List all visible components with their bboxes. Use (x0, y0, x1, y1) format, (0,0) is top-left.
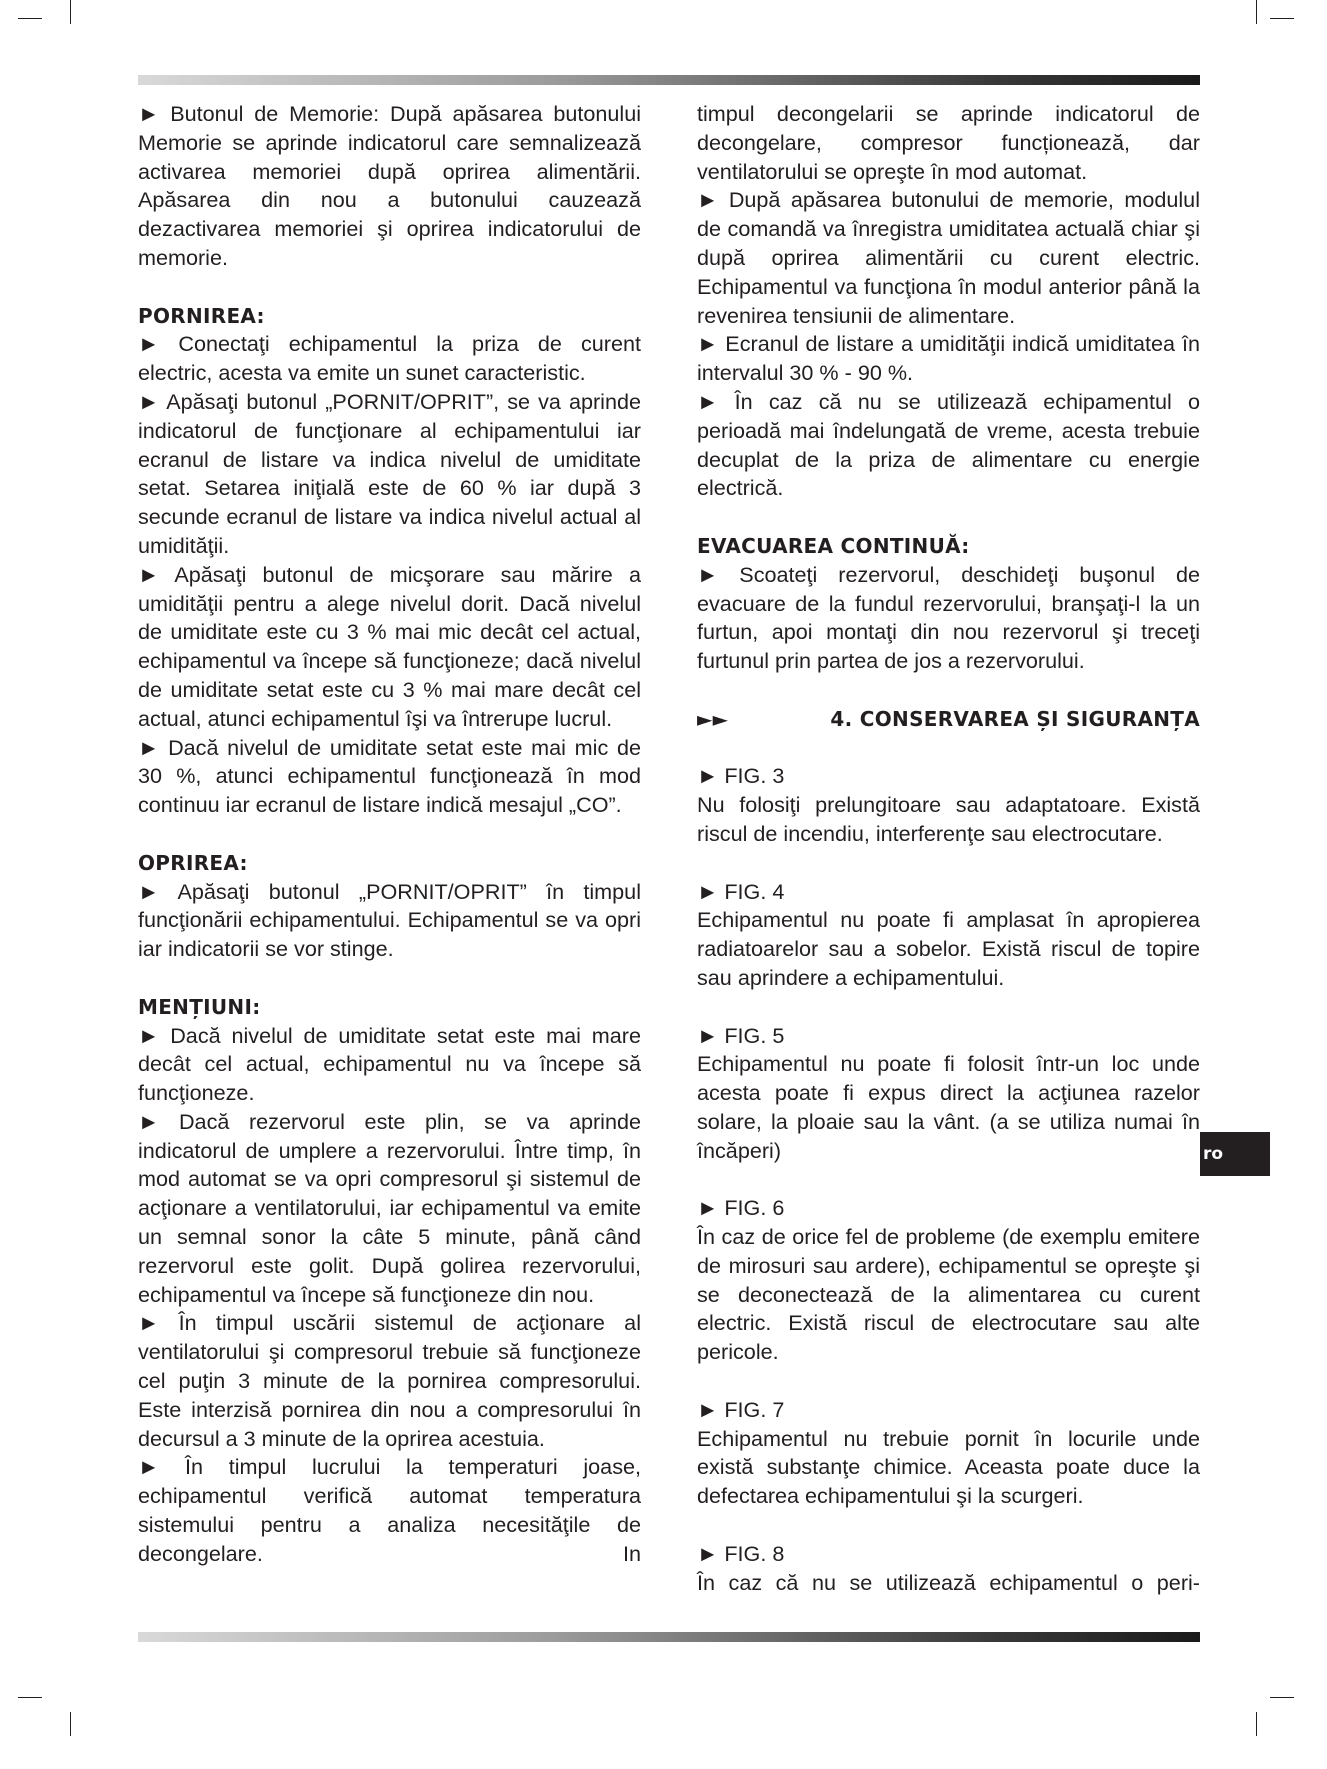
chapter-heading (697, 705, 1200, 734)
crop-mark (1270, 1697, 1294, 1698)
paragraph: ► FIG. 8 (697, 1540, 785, 1566)
paragraph: Nu folosiţi prelungitoare sau adaptatoare. Există riscul de incendiu, interferenţe sau electrocutare. (697, 792, 1200, 846)
spacer (697, 503, 1200, 532)
crop-mark (1256, 0, 1257, 24)
paragraph: Echipamentul nu poate fi folosit într-un loc unde acesta poate fi expus direct la acţiunea razelor solare, la ploaie sau la vânt. (a se utiliza numai în încăperi) (697, 1051, 1200, 1163)
section-heading: MENȚIUNI: (138, 994, 261, 1019)
crop-mark (70, 1712, 71, 1736)
paragraph: ► Dacă nivelul de umiditate setat este mai mic de 30 %, atunci echipamentul funcţionează în mod continuu iar ecranul de listare indică mesajul „CO”. (138, 734, 641, 818)
crop-mark (1256, 1712, 1257, 1736)
paragraph: ► Dacă rezervorul este plin, se va aprinde indicatorul de umplere a rezervorului. Între timp, în mod automat se va opri compresorul şi sistemul de acţionare a ventilatorului, iar echipamentul va emite un semnal sonor la câte 5 minute, până când rezervorul este golit. După golirea rezervorului, echipamentul va începe să funcţioneze din nou. (138, 1108, 641, 1307)
paragraph: Echipamentul nu trebuie pornit în locurile unde există substanţe chimice. Aceasta poate duce la defectarea echipamentului şi la scurgeri. (697, 1425, 1200, 1509)
crop-mark (1270, 18, 1294, 19)
paragraph: ► FIG. 5 (697, 1022, 785, 1048)
paragraph: ► În timpul uscării sistemul de acţionare al ventilatorului şi compresorul trebuie să funcţioneze cel puţin 3 minute de la pornirea compresorului. Este interzisă pornirea din nou a compresorului în decursul a 3 minute de la oprirea acestuia. (138, 1310, 641, 1451)
crop-mark (18, 1697, 42, 1698)
spacer (697, 1165, 1200, 1194)
spacer (697, 1511, 1200, 1540)
language-tab-label: ro (1203, 1144, 1224, 1164)
crop-mark (18, 18, 42, 19)
bottom-gradient-rule (138, 1632, 1200, 1642)
paragraph: ► Ecranul de listare a umidităţii indică umiditatea în intervalul 30 % - 90 %. (697, 331, 1200, 386)
spacer (138, 820, 641, 849)
crop-mark (70, 0, 71, 24)
paragraph: ► FIG. 6 (697, 1195, 785, 1221)
spacer (697, 1367, 1200, 1396)
top-gradient-rule (138, 75, 1200, 85)
paragraph: ► După apăsarea butonului de memorie, modulul de comandă va înregistra umiditatea actuală chiar şi după oprirea alimentării cu curent electric. Echipamentul va funcţiona în modul anterior până la revenirea tensiunii de alimentare. (697, 187, 1200, 328)
section-heading: OPRIREA: (138, 850, 248, 875)
paragraph: În caz că nu se utilizează echipamentul o peri- (697, 1569, 1200, 1595)
left-column (138, 100, 641, 1569)
paragraph: ► Apăsaţi butonul de micşorare sau mărire a umidităţii pentru a alege nivelul dorit. Dacă nivelul de umiditate este cu 3 % mai mic decât cel actual, echipamentul va începe să funcţioneze; dacă nivelul de umiditate setat este cu 3 % mai mare decât cel actual, atunci echipamentul îşi va întrerupe lucrul. (138, 561, 641, 731)
paragraph: ► FIG. 7 (697, 1396, 785, 1422)
paragraph: ► Apăsaţi butonul „PORNIT/OPRIT”, se va aprinde indicatorul de funcţionare al echipamentului iar ecranul de listare va indica nivelul de umiditate setat. Setarea iniţială este de 60 % iar după 3 secunde ecranul de listare va indica nivelul actual al umidităţii. (138, 388, 641, 558)
section-heading: EVACUAREA CONTINUĂ: (697, 533, 970, 558)
paragraph: ► FIG. 3 (697, 763, 785, 789)
language-tab (1200, 1132, 1270, 1176)
paragraph: În caz de orice fel de probleme (de exemplu emitere de mirosuri sau ardere), echipamentul se opreşte şi se deconectează de la alimentarea cu curent electric. Există riscul de electrocutare sau alte pericole. (697, 1224, 1200, 1365)
section-heading: PORNIREA: (138, 303, 265, 328)
paragraph: ► În timpul lucrului la temperaturi joase, echipamentul verifică automat temperatura sistemului pentru a analiza necesităţile de decongelare. In (138, 1454, 641, 1566)
paragraph: Echipamentul nu poate fi amplasat în apropierea radiatoarelor sau a sobelor. Există riscul de topire sau aprindere a echipamentului. (697, 907, 1200, 990)
paragraph: timpul decongelarii se aprinde indicatorul de decongelare, compresor funcționează, dar ventilatorului se opreşte în mod automat. (697, 101, 1200, 184)
paragraph: ► Conectaţi echipamentul la priza de curent electric, acesta va emite un sunet caracteristic. (138, 331, 641, 386)
chapter-title: 4. CONSERVAREA ȘI SIGURANȚA (830, 706, 1200, 731)
paragraph: ► Scoateţi rezervorul, deschideţi buşonul de evacuare de la fundul rezervorului, branşaţi-l la un furtun, apoi montaţi din nou rezervorul şi treceţi furtunul prin partea de jos a rezervorului. (697, 561, 1200, 674)
spacer (697, 734, 1200, 763)
spacer (138, 964, 641, 993)
chapter-marker: ►► (697, 706, 729, 731)
right-column (697, 100, 1200, 1597)
paragraph: ► FIG. 4 (697, 878, 785, 904)
spacer (697, 993, 1200, 1022)
paragraph: ► Butonul de Memorie: După apăsarea butonului Memorie se aprinde indicatorul care semnalizează activarea memoriei după oprirea alimentării. Apăsarea din nou a butonului cauzează dezactivarea memoriei şi oprirea indicatorului de memorie. (138, 101, 641, 270)
paragraph: ► În caz că nu se utilizează echipamentul o perioadă mai îndelungată de vreme, acesta trebuie decuplat de la priza de alimentare cu energie electrică. (697, 388, 1200, 501)
paragraph: ► Apăsaţi butonul „PORNIT/OPRIT” în timpul funcţionării echipamentului. Echipamentul se va opri iar indicatorii se vor stinge. (138, 878, 641, 962)
spacer (138, 273, 641, 302)
spacer (697, 849, 1200, 878)
paragraph: ► Dacă nivelul de umiditate setat este mai mare decât cel actual, echipamentul nu va începe să funcţioneze. (138, 1022, 641, 1106)
spacer (697, 676, 1200, 705)
